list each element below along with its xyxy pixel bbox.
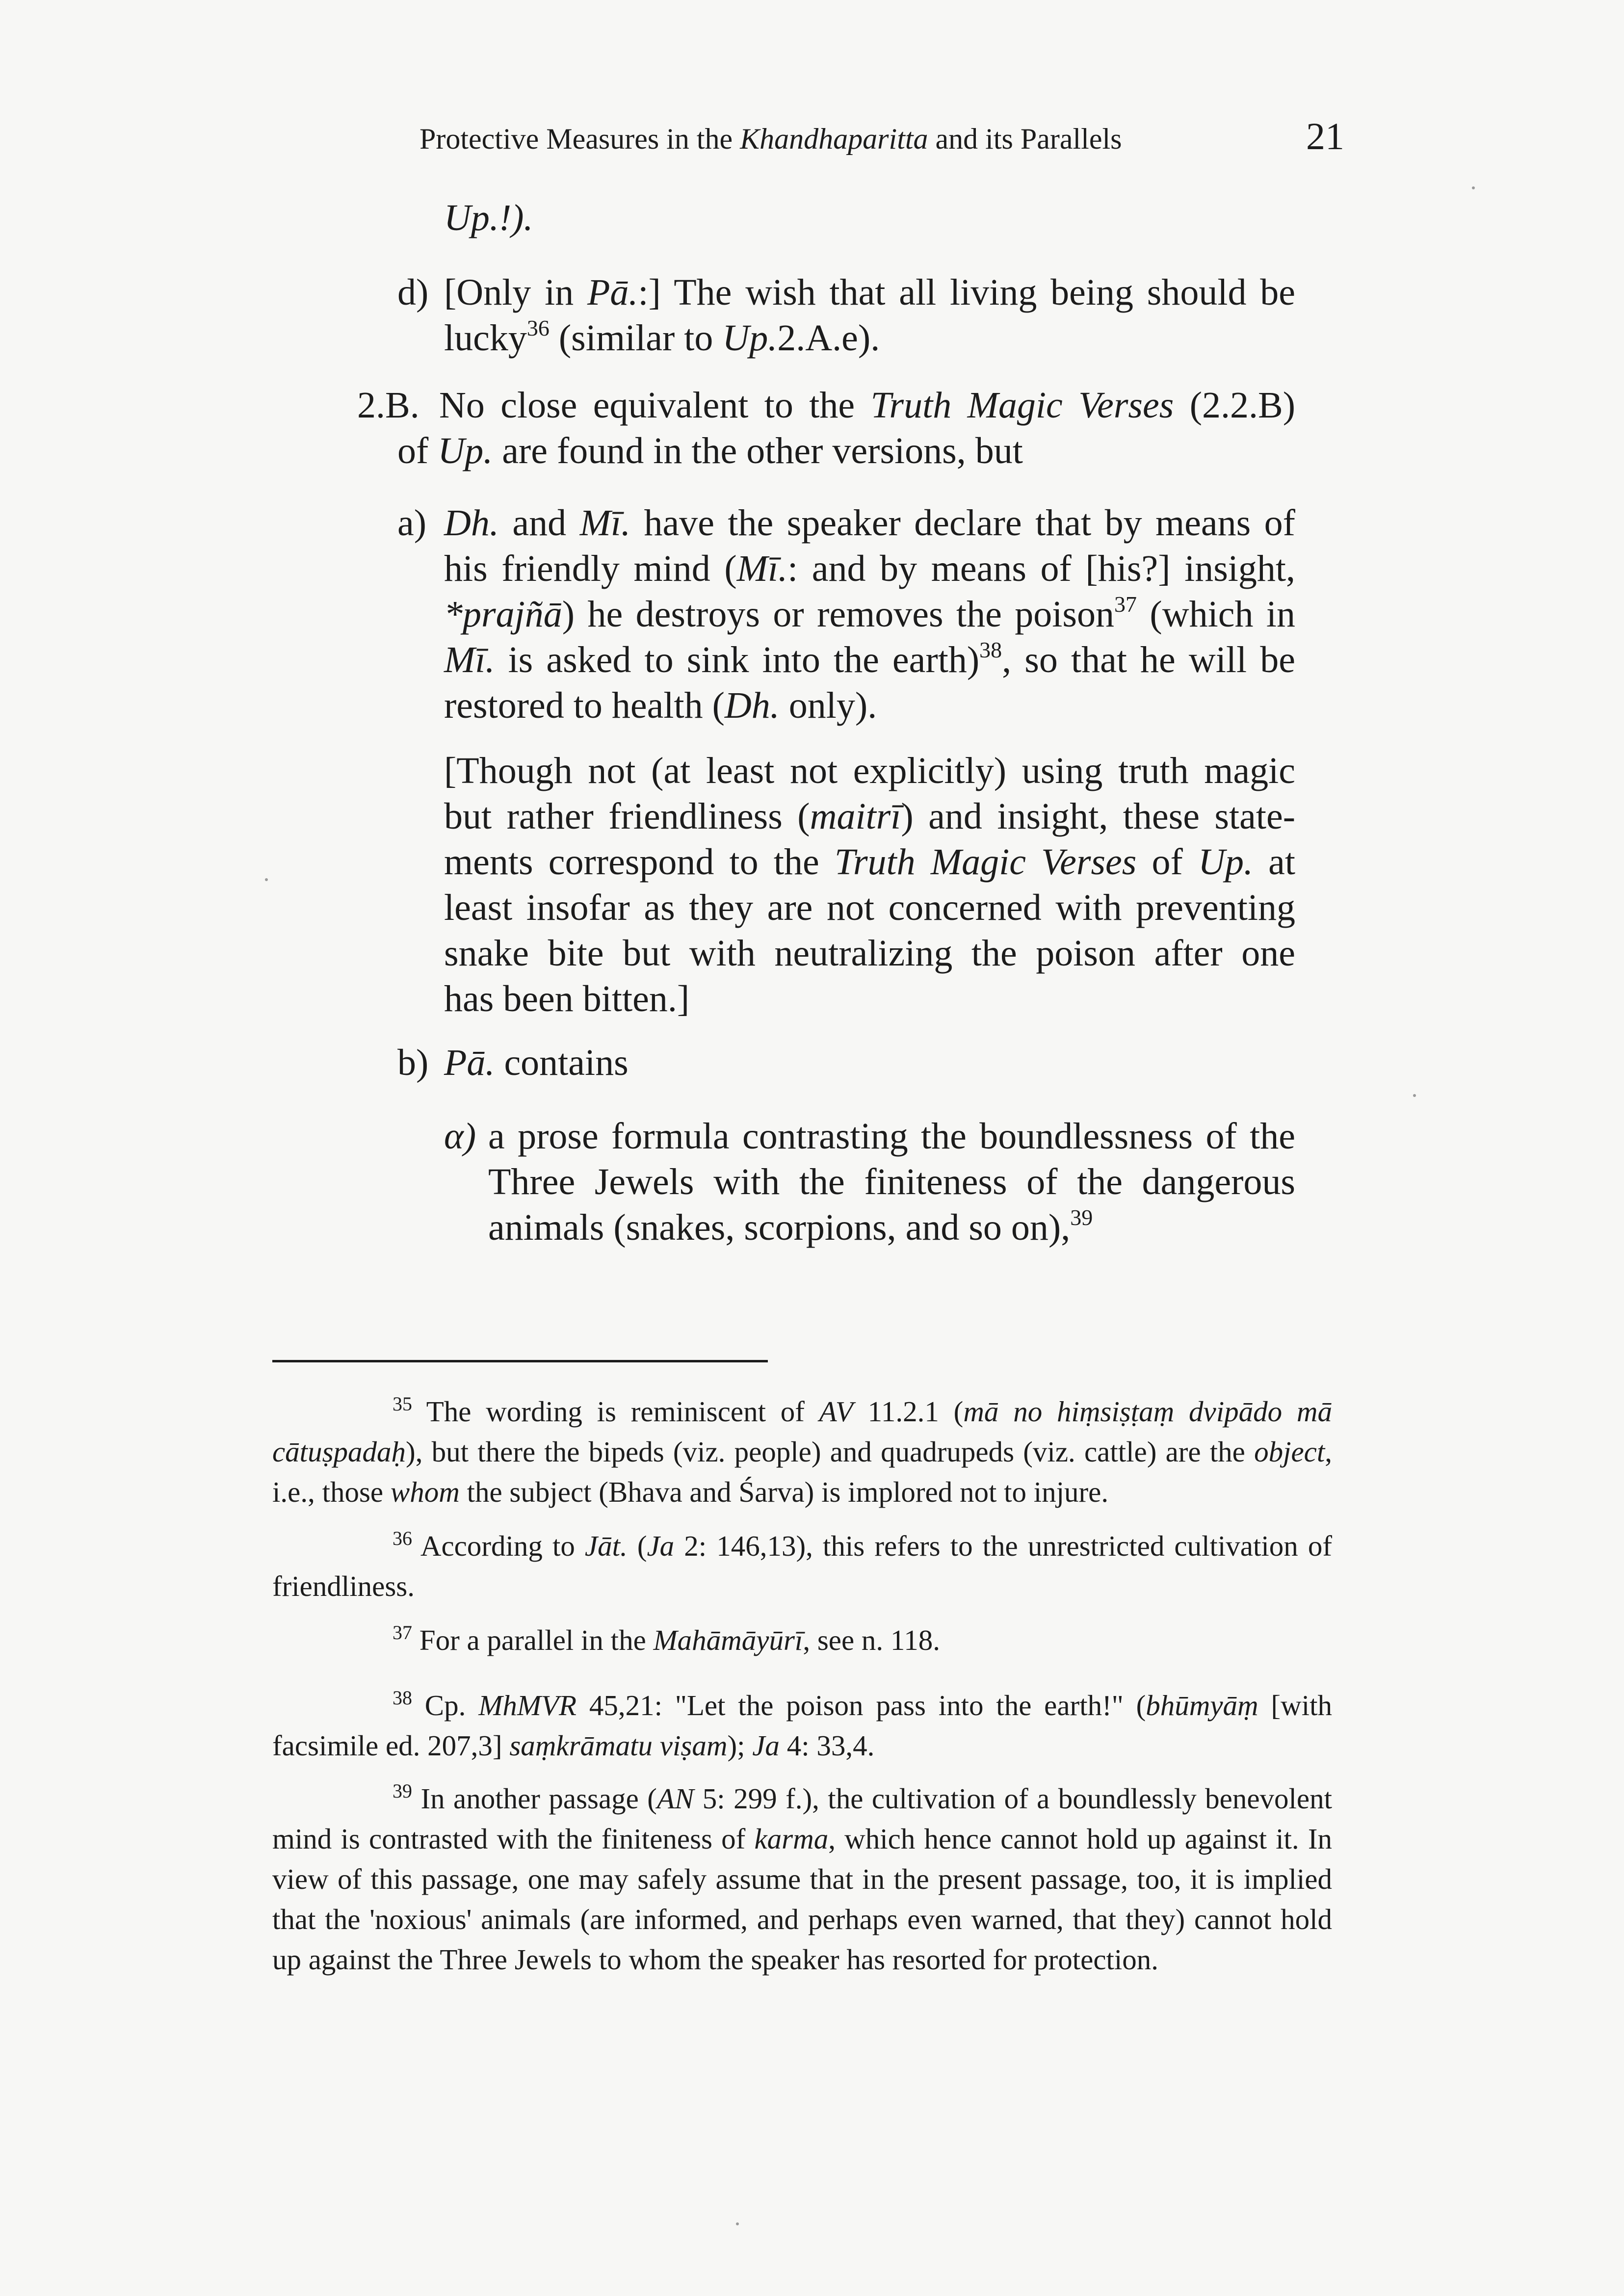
footnote-38: $^{38}$ Cp. MhMVR 45,21: "Let the poison pass into the earth!" (bhūmyāṃ [with facsimile ed. 207,3] saṃkrāmatu viṣam); Ja 4: 33,4.: [272, 1687, 1333, 1762]
footnote-35: $^{35}$ The wording is reminiscent of AV 11.2.1 (mā no hiṃsiṣṭaṃ dvipādo mā cātuṣpadaḥ), but there the bipeds (viz. people) and quadrupeds (viz. cattle) are the object, i.e., those whom the subject (Bhava and Śarva) is implored not to injure.: [272, 1393, 1332, 1508]
item-d-label: d): [397, 272, 429, 313]
page-number: 21: [1306, 115, 1344, 157]
item-b-label: b): [397, 1042, 429, 1083]
item-2b-line2: of Up. are found in the other versions, but: [397, 430, 1023, 471]
scan-speck: [265, 878, 268, 881]
item-a-text: Dh. and Mī. have the speaker declare that by means of his friendly mind (Mī.: and by means of [his?] insight, *prajñā) he destroys or removes the poison$^{37}$ (which in Mī. is asked to sink into the earth)$^{38}$, so that he will be restored to health (Dh. only).: [444, 502, 1295, 726]
footnote-rule: [272, 1360, 768, 1362]
bracket-paragraph: [Though not (at least not explicitly) using truth magic but rather friendliness (maitrī) and insight, these state- ments correspond to the Truth Magic Verses of Up. at least insofar as they are not concerned with preventing snake bite but with neutralizing the poison after one has been bitten.]: [444, 750, 1295, 1019]
footnote-37: $^{37}$ For a parallel in the Mahāmāyūrī, see n. 118.: [393, 1621, 940, 1656]
item-b-text: Pā. contains: [444, 1042, 629, 1083]
item-alpha-label: α): [444, 1116, 476, 1157]
item-2b-line1: No close equivalent to the Truth Magic Verses (2.2.B): [439, 385, 1295, 426]
scan-speck: [1472, 186, 1475, 189]
item-d-text: [Only in Pā.:] The wish that all living being should be lucky$^{36}$ (similar to Up.2.A.e).: [444, 272, 1295, 359]
scan-speck: [1413, 1094, 1416, 1097]
item-alpha-text: a prose formula contrasting the boundlessness of the Three Jewels with the finiteness of the dangerous animals (snakes, scorpions, and so on),$^{39}$: [488, 1116, 1295, 1248]
item-a-label: a): [397, 502, 427, 544]
footnote-39: $^{39}$ In another passage (AN 5: 299 f.), the cultivation of a boundlessly benevolent mind is contrasted with the finiteness of karma, which hence cannot hold up against it. In view of this passage, one may safely assume that in the present passage, too, it is implied that the 'noxious' animals (are informed, and perhaps even warned, that they) cannot hold up against the Three Jewels to whom the speaker has resorted for protection.: [272, 1780, 1332, 1976]
item-2b-label: 2.B.: [357, 385, 419, 426]
continuation-line: Up.!).: [444, 197, 533, 238]
scan-speck: [736, 2222, 739, 2225]
footnote-36: $^{36}$ According to Jāt. (Ja 2: 146,13), this refers to the unrestricted cultivation of friendliness.: [272, 1527, 1332, 1602]
running-head: Protective Measures in the Khandhaparitta and its Parallels: [419, 123, 1122, 155]
